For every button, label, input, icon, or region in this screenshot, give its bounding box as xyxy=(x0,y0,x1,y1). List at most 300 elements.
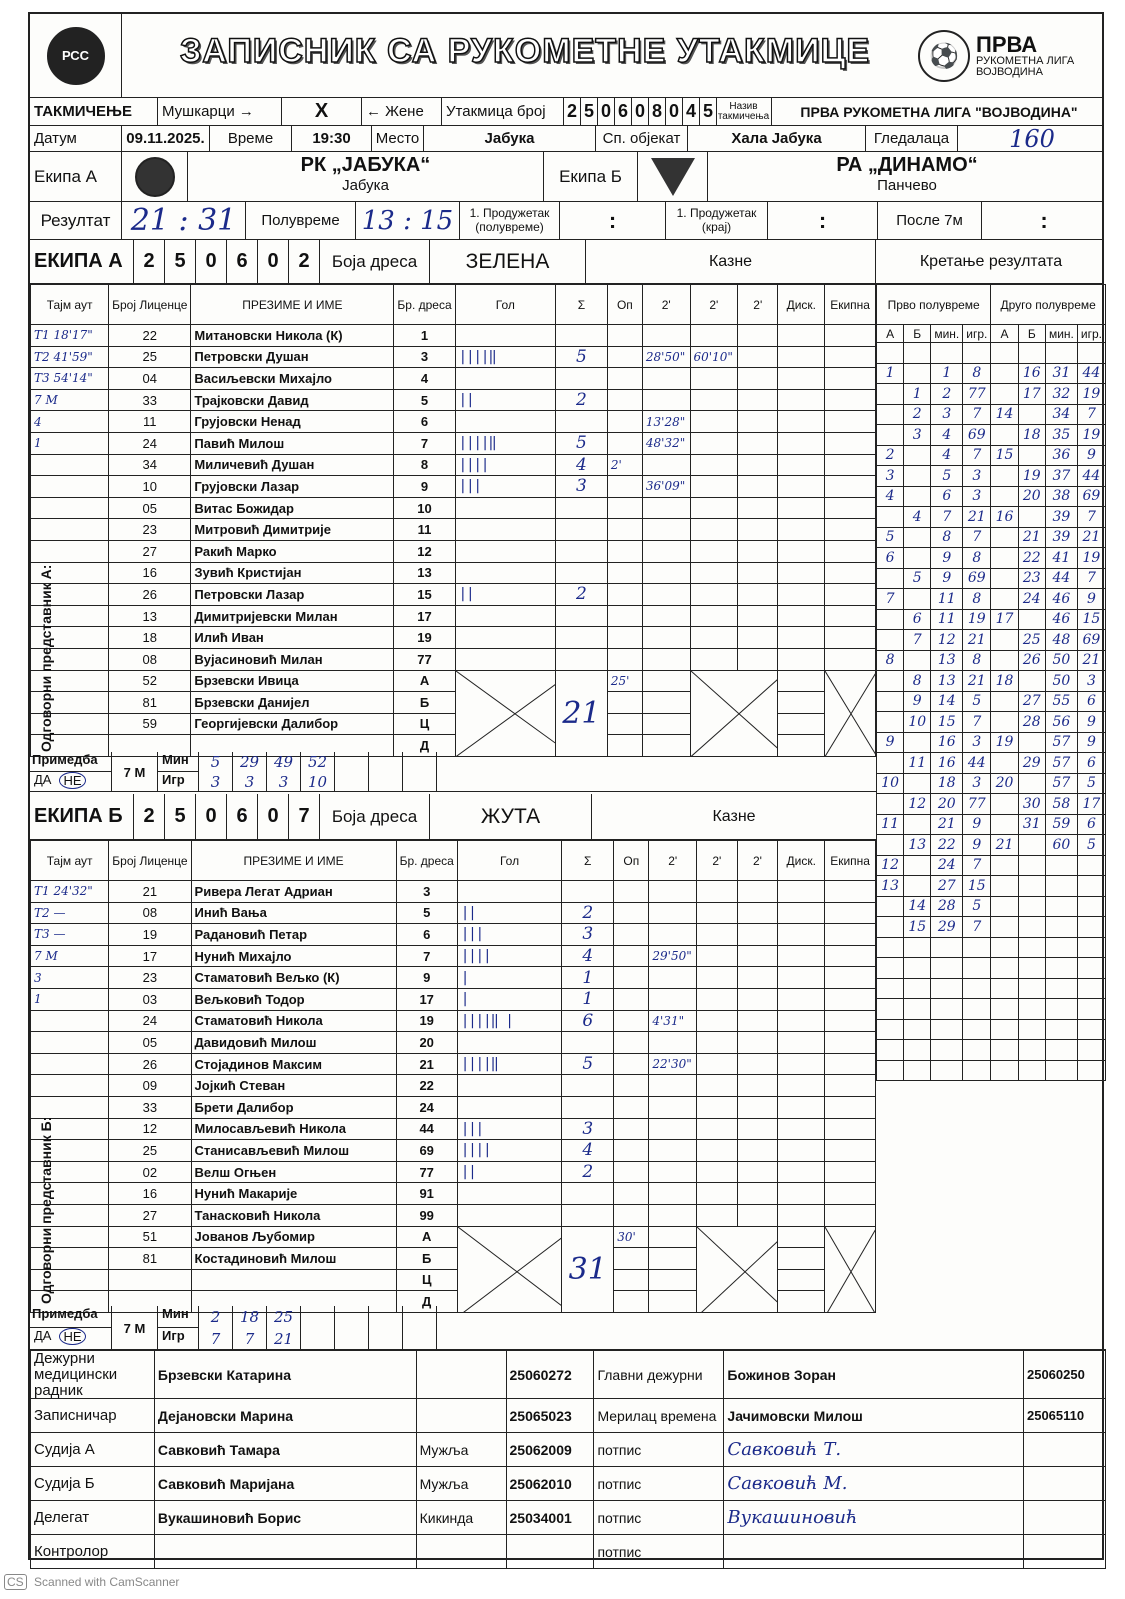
team-b-license: 02 xyxy=(109,1161,191,1183)
team-a-official-name: Брзевски Данијел xyxy=(191,692,394,714)
team-a-name: РК „ЈАБУКА“ xyxy=(300,154,431,176)
team-a-license: 27 xyxy=(109,540,191,562)
team-a-license: 11 xyxy=(109,411,191,433)
progress-cell: 35 xyxy=(1045,425,1077,446)
team-b-col-header: 2' xyxy=(649,841,697,881)
team-a-warning xyxy=(607,584,642,606)
progress-cell: 3 xyxy=(1077,671,1105,692)
team-a-penalty-2 xyxy=(690,562,738,584)
team-a-7m-igr-cell xyxy=(334,772,368,792)
team-b-header-row xyxy=(31,841,876,881)
progress-cell: 8 xyxy=(963,589,991,610)
team-b-code-digit: 7 xyxy=(289,794,320,839)
team-a-team-penalty xyxy=(825,368,876,390)
team-b-penalty-3 xyxy=(737,881,778,903)
progress-cell: 58 xyxy=(1045,794,1077,815)
team-a-jersey-no: 13 xyxy=(394,562,455,584)
team-a-warning xyxy=(607,476,642,498)
progress-row xyxy=(877,507,1106,528)
team-a-license: 33 xyxy=(109,389,191,411)
after7m-value: : xyxy=(1040,207,1048,233)
progress-cell xyxy=(991,568,1018,589)
team-a-player-name: Зувић Кристијан xyxy=(191,562,394,584)
progress-cell: 1 xyxy=(904,384,931,405)
team-b-jersey-no: 9 xyxy=(396,967,457,989)
progress-row xyxy=(877,958,1106,979)
team-a-7m-min-cell xyxy=(368,752,402,772)
after7m-label: После 7м xyxy=(878,202,982,239)
progress-cell: 69 xyxy=(963,425,991,446)
team-b-7m-label: 7 М xyxy=(112,1306,158,1350)
progress-cell: 3 xyxy=(963,466,991,487)
team-b-player-name: Јојкић Стеван xyxy=(191,1075,396,1097)
team-a-code-digit: 2 xyxy=(134,240,165,283)
team-a-warning xyxy=(607,540,642,562)
progress-cell xyxy=(904,937,931,958)
team-a-disq xyxy=(778,648,825,670)
team-a-goal-tally xyxy=(455,627,555,649)
team-a-timeout-cell: T1 18'17" xyxy=(31,325,109,347)
team-a-player-name: Ракић Марко xyxy=(191,540,394,562)
team-b-goal-sum: 3 xyxy=(562,924,614,946)
team-a-official-warning: 25' xyxy=(607,670,642,692)
team-a-jersey-no: 3 xyxy=(394,346,455,368)
team-b-7m-min-cell xyxy=(436,1306,470,1328)
progress-cell: 31 xyxy=(1045,363,1077,384)
progress-cell: 16 xyxy=(931,732,963,753)
team-a-col-header: Гол xyxy=(455,285,555,325)
progress-cell: 1 xyxy=(877,363,904,384)
team-b-goal-tally xyxy=(457,1204,561,1226)
team-a-official-team-cross xyxy=(825,670,876,756)
progress-cell xyxy=(904,773,931,794)
team-b-player-row xyxy=(31,902,876,924)
team-a-license: 16 xyxy=(109,562,191,584)
federation-logo-text: РСС xyxy=(61,48,90,63)
team-b-team-penalty xyxy=(825,1161,876,1183)
progress-cell: 7 xyxy=(963,404,991,425)
team-a-warning: 2' xyxy=(607,454,642,476)
progress-row xyxy=(877,773,1106,794)
team-a-code xyxy=(134,240,320,283)
team-a-penalty-1 xyxy=(642,540,690,562)
team-b-goal-tally: || xyxy=(457,902,561,924)
footer-id: 25062010 xyxy=(506,1467,594,1501)
footer-role: Мерилац времена xyxy=(594,1399,724,1433)
date-row xyxy=(30,126,1102,152)
team-a-col-header: Σ xyxy=(555,285,607,325)
team-b-timeout-cell: 7 M xyxy=(31,945,109,967)
teams-row xyxy=(30,152,1102,202)
progress-cell xyxy=(1018,732,1045,753)
team-b-warning xyxy=(614,1032,649,1054)
progress-cell: 21 xyxy=(963,630,991,651)
team-a-penalty-3 xyxy=(738,368,778,390)
team-a-player-row xyxy=(31,497,876,519)
progress-cell: 10 xyxy=(904,712,931,733)
camscanner-icon: CS xyxy=(4,1574,27,1590)
team-a-penalty-3 xyxy=(738,346,778,368)
team-a-penalty-1 xyxy=(642,584,690,606)
page-title-text: ЗАПИСНИК СА РУКОМЕТНЕ УТАКМИЦЕ xyxy=(179,32,871,70)
team-b-official-penalty xyxy=(649,1248,697,1270)
team-b-player-row xyxy=(31,945,876,967)
team-a-license: 18 xyxy=(109,627,191,649)
team-b-penalty-2 xyxy=(696,945,737,967)
competition-name-label: Назив такмичења xyxy=(716,98,772,125)
progress-cell: 56 xyxy=(1045,712,1077,733)
team-a-license: 10 xyxy=(109,476,191,498)
progress-cell: 26 xyxy=(1018,650,1045,671)
team-b-license: 33 xyxy=(109,1096,191,1118)
team-a-timeout-cell xyxy=(31,540,109,562)
team-b-penalty-2 xyxy=(696,924,737,946)
progress-cell xyxy=(1045,917,1077,938)
match-number xyxy=(564,98,717,125)
officials-footer xyxy=(30,1350,1106,1569)
footer-signature xyxy=(724,1535,1024,1569)
ext1-end-label: 1. Продужетак (крај) xyxy=(666,202,768,239)
progress-cell: 69 xyxy=(963,568,991,589)
progress-cell xyxy=(1045,876,1077,897)
team-a-penalty-3 xyxy=(738,454,778,476)
team-a-7m-igr-cell xyxy=(436,772,470,792)
progress-cell xyxy=(991,937,1018,958)
team-a-7m-min-cell: 29 xyxy=(232,752,266,772)
progress-cell xyxy=(991,1060,1018,1081)
progress-cell: 28 xyxy=(931,896,963,917)
spectators-label: Гледалаца xyxy=(866,126,958,151)
team-a-official-disq xyxy=(778,692,825,714)
progress-cell: 7 xyxy=(1077,404,1105,425)
progress-cell: 9 xyxy=(1077,445,1105,466)
team-a-player-row xyxy=(31,325,876,347)
team-b-jersey-no: 5 xyxy=(396,902,457,924)
team-b-warning xyxy=(614,1161,649,1183)
progress-cell: 12 xyxy=(904,794,931,815)
progress-cell: 6 xyxy=(1077,691,1105,712)
progress-row xyxy=(877,445,1106,466)
progress-cell xyxy=(1045,1060,1077,1081)
progress-cell: 21 xyxy=(1077,650,1105,671)
team-b-col-header: Број Лиценце xyxy=(109,841,191,881)
footer-id: 25065023 xyxy=(506,1399,594,1433)
team-b-penalty-1 xyxy=(649,1161,697,1183)
team-b-penalty-1: 22'30" xyxy=(649,1053,697,1075)
footer-row xyxy=(31,1535,1106,1569)
team-a-player-row xyxy=(31,605,876,627)
progress-col-header: Б xyxy=(1018,325,1045,343)
team-a-license: 26 xyxy=(109,584,191,606)
team-a-goal-sum: 4 xyxy=(555,454,607,476)
progress-row xyxy=(877,794,1106,815)
team-a-official-penalty xyxy=(642,713,690,735)
progress-cell: 3 xyxy=(877,466,904,487)
team-b-player-row xyxy=(31,1075,876,1097)
team-b-penalty-3 xyxy=(737,1096,778,1118)
team-a-7m-label: 7 М xyxy=(112,752,158,792)
progress-row xyxy=(877,917,1106,938)
team-b-official-row xyxy=(31,1226,876,1248)
team-b-official-warning: 30' xyxy=(614,1226,649,1248)
team-a-warning xyxy=(607,497,642,519)
progress-cell xyxy=(877,794,904,815)
footer-role: потпис xyxy=(594,1467,724,1501)
progress-cell xyxy=(991,794,1018,815)
team-a-player-row xyxy=(31,389,876,411)
progress-cell: 36 xyxy=(1045,445,1077,466)
team-a-warning xyxy=(607,519,642,541)
title-row xyxy=(30,14,1102,98)
team-a-no: НЕ xyxy=(59,772,85,789)
progress-cell xyxy=(1045,978,1077,999)
team-b-penalty-3 xyxy=(737,1032,778,1054)
team-a-team-penalty xyxy=(825,648,876,670)
progress-cell: 15 xyxy=(904,917,931,938)
team-b-penalty-3 xyxy=(737,902,778,924)
progress-cell xyxy=(877,958,904,979)
team-b-timeout-cell xyxy=(31,1010,109,1032)
team-a-license: 13 xyxy=(109,605,191,627)
team-a-penalties-label: Казне xyxy=(586,240,876,283)
team-a-name-block xyxy=(188,152,544,201)
progress-cell xyxy=(1018,978,1045,999)
progress-cell xyxy=(991,1040,1018,1061)
team-a-city: Јабука xyxy=(342,177,389,194)
match-number-digit: 4 xyxy=(683,98,700,125)
team-a-official-disq xyxy=(778,713,825,735)
team-b-warning xyxy=(614,924,649,946)
progress-cell xyxy=(1018,343,1045,364)
progress-cell: 27 xyxy=(1018,691,1045,712)
team-b-team-penalty xyxy=(825,1096,876,1118)
progress-cell: 19 xyxy=(1077,425,1105,446)
team-b-timeout-cell xyxy=(31,1032,109,1054)
team-a-col-header: 2' xyxy=(690,285,738,325)
progress-row xyxy=(877,1019,1106,1040)
team-a-roster xyxy=(30,284,876,757)
team-a-official-warning xyxy=(607,692,642,714)
team-b-disq xyxy=(778,902,825,924)
team-a-disq xyxy=(778,476,825,498)
team-b-warning xyxy=(614,1096,649,1118)
team-a-jersey-no: 5 xyxy=(394,389,455,411)
team-b-warning xyxy=(614,1118,649,1140)
progress-cell: 30 xyxy=(1018,794,1045,815)
team-a-remark-label: Примедба xyxy=(30,752,111,772)
team-a-section-label: ЕКИПА А xyxy=(30,240,134,283)
progress-cell: 19 xyxy=(1018,466,1045,487)
progress-cell xyxy=(931,1040,963,1061)
progress-cell xyxy=(877,507,904,528)
progress-cell xyxy=(1018,999,1045,1020)
footer-role-id xyxy=(1023,1501,1105,1535)
team-a-timeout-cell: 1 xyxy=(31,432,109,454)
team-b-player-name: Милосављевић Никола xyxy=(191,1118,396,1140)
progress-first-half-label: Прво полувреме xyxy=(877,285,991,325)
progress-cell: 7 xyxy=(931,507,963,528)
footer-row xyxy=(31,1467,1106,1501)
progress-cell xyxy=(963,958,991,979)
progress-row xyxy=(877,671,1106,692)
team-b-player-row xyxy=(31,1183,876,1205)
progress-cell xyxy=(991,384,1018,405)
team-a-jersey-no: 11 xyxy=(394,519,455,541)
team-a-goal-tally xyxy=(455,540,555,562)
team-b-goal-sum xyxy=(562,1032,614,1054)
team-b-player-name: Нунић Михајло xyxy=(191,945,396,967)
team-b-official-team-cross xyxy=(825,1226,876,1312)
team-a-col-header: Тајм аут xyxy=(31,285,109,325)
footer-row xyxy=(31,1399,1106,1433)
progress-cell xyxy=(1018,445,1045,466)
progress-cell: 9 xyxy=(963,835,991,856)
match-number-digit: 6 xyxy=(615,98,632,125)
team-b-official-disq xyxy=(778,1226,825,1248)
progress-cell xyxy=(1077,958,1105,979)
progress-cell: 23 xyxy=(1018,568,1045,589)
team-a-7m-min-cell: 49 xyxy=(266,752,300,772)
progress-cell: 8 xyxy=(963,363,991,384)
progress-cell xyxy=(1018,609,1045,630)
footer-id: 25062009 xyxy=(506,1433,594,1467)
team-a-penalty-1: 13'28" xyxy=(642,411,690,433)
team-b-disq xyxy=(778,1075,825,1097)
team-a-penalty-1: 48'32" xyxy=(642,432,690,454)
progress-cell xyxy=(904,1060,931,1081)
team-b-col-header: 2' xyxy=(696,841,737,881)
team-a-col-header: 2' xyxy=(642,285,690,325)
team-b-goal-tally xyxy=(457,1096,561,1118)
team-b-team-penalty xyxy=(825,945,876,967)
team-b-7m-igr-cell: 7 xyxy=(198,1328,232,1350)
team-b-team-penalty xyxy=(825,1204,876,1226)
progress-col-header: мин. xyxy=(931,325,963,343)
team-b-col-header: Екипна xyxy=(825,841,876,881)
progress-cell: 3 xyxy=(963,732,991,753)
progress-cell xyxy=(904,589,931,610)
team-b-official-goal-cross xyxy=(457,1226,561,1312)
team-a-team-penalty xyxy=(825,519,876,541)
team-b-igr-label: Игр xyxy=(162,1328,185,1343)
progress-cell: 11 xyxy=(877,814,904,835)
team-a-logo-cell xyxy=(122,152,188,201)
team-b-code-digit: 5 xyxy=(165,794,196,839)
team-b-timeout-cell: T2 — xyxy=(31,902,109,924)
progress-cell xyxy=(991,548,1018,569)
team-b-penalty-1: 4'31" xyxy=(649,1010,697,1032)
team-b-warning xyxy=(614,1183,649,1205)
progress-cell xyxy=(1018,958,1045,979)
progress-cell: 38 xyxy=(1045,486,1077,507)
team-b-section-label: ЕКИПА Б xyxy=(30,794,134,839)
progress-cell xyxy=(991,363,1018,384)
team-b-warning xyxy=(614,967,649,989)
progress-cell xyxy=(904,1040,931,1061)
team-b-7m-igr-cell xyxy=(368,1328,402,1350)
progress-cell: 21 xyxy=(963,507,991,528)
progress-row xyxy=(877,835,1106,856)
team-b-warning xyxy=(614,1075,649,1097)
team-a-timeout-cell: T2 41'59" xyxy=(31,346,109,368)
progress-cell: 9 xyxy=(931,568,963,589)
team-b-player-row xyxy=(31,1032,876,1054)
footer-role-id xyxy=(1023,1433,1105,1467)
progress-cell xyxy=(963,978,991,999)
progress-cell: 57 xyxy=(1045,753,1077,774)
progress-cell xyxy=(877,917,904,938)
team-a-player-name: Грујовски Ненад xyxy=(191,411,394,433)
progress-cell: 5 xyxy=(1077,773,1105,794)
team-b-code-digit: 2 xyxy=(134,794,165,839)
progress-cell xyxy=(931,1060,963,1081)
team-a-7m-igr xyxy=(198,772,470,792)
progress-cell: 19 xyxy=(1077,548,1105,569)
men-label: Мушкарци → xyxy=(158,98,282,125)
team-a-official-letter: Б xyxy=(394,692,455,714)
team-a-penalty-1 xyxy=(642,497,690,519)
footer-id: 25060272 xyxy=(506,1351,594,1399)
progress-col-header: мин. xyxy=(1045,325,1077,343)
team-b-jersey-no: 44 xyxy=(396,1118,457,1140)
progress-cell: 50 xyxy=(1045,671,1077,692)
team-a-penalty-3 xyxy=(738,325,778,347)
team-a-disq xyxy=(778,368,825,390)
team-b-player-row xyxy=(31,1161,876,1183)
progress-cell: 21 xyxy=(931,814,963,835)
team-b-7m-igr-cell xyxy=(334,1328,368,1350)
team-b-player-row xyxy=(31,1053,876,1075)
scanner-watermark xyxy=(4,1575,179,1589)
team-b-timeout-cell: 3 xyxy=(31,967,109,989)
progress-cell xyxy=(904,855,931,876)
progress-cell xyxy=(991,527,1018,548)
progress-cell: 14 xyxy=(931,691,963,712)
progress-col-header: А xyxy=(877,325,904,343)
team-b-city: Панчево xyxy=(877,177,937,194)
footer-label: Дежурни медицински радник xyxy=(31,1351,155,1399)
team-a-7m-min-cell: 5 xyxy=(198,752,232,772)
progress-row xyxy=(877,650,1106,671)
team-b-official-penalty xyxy=(649,1269,697,1291)
team-a-col-header: Бр. дреса xyxy=(394,285,455,325)
progress-cell: 59 xyxy=(1045,814,1077,835)
team-b-license: 12 xyxy=(109,1118,191,1140)
progress-cell xyxy=(991,712,1018,733)
progress-cell: 6 xyxy=(1077,814,1105,835)
progress-cell xyxy=(991,896,1018,917)
progress-cell xyxy=(1077,855,1105,876)
progress-cell xyxy=(963,937,991,958)
team-a-player-name: Митановски Никола (К) xyxy=(191,325,394,347)
team-b-player-name: Давидовић Милош xyxy=(191,1032,396,1054)
team-b-timeout-cell: 1 xyxy=(31,988,109,1010)
progress-cell xyxy=(931,999,963,1020)
team-a-disq xyxy=(778,454,825,476)
match-no-label: Утакмица број xyxy=(442,98,564,125)
match-number-digit: 0 xyxy=(598,98,615,125)
team-b-official-warning xyxy=(614,1248,649,1270)
team-a-disq xyxy=(778,540,825,562)
team-a-disq xyxy=(778,389,825,411)
team-b-penalty-3 xyxy=(737,945,778,967)
progress-cell xyxy=(877,630,904,651)
footer-role: потпис xyxy=(594,1535,724,1569)
progress-cell xyxy=(1077,1019,1105,1040)
progress-cell xyxy=(963,1060,991,1081)
progress-cell xyxy=(877,978,904,999)
team-b-code-digit: 6 xyxy=(227,794,258,839)
